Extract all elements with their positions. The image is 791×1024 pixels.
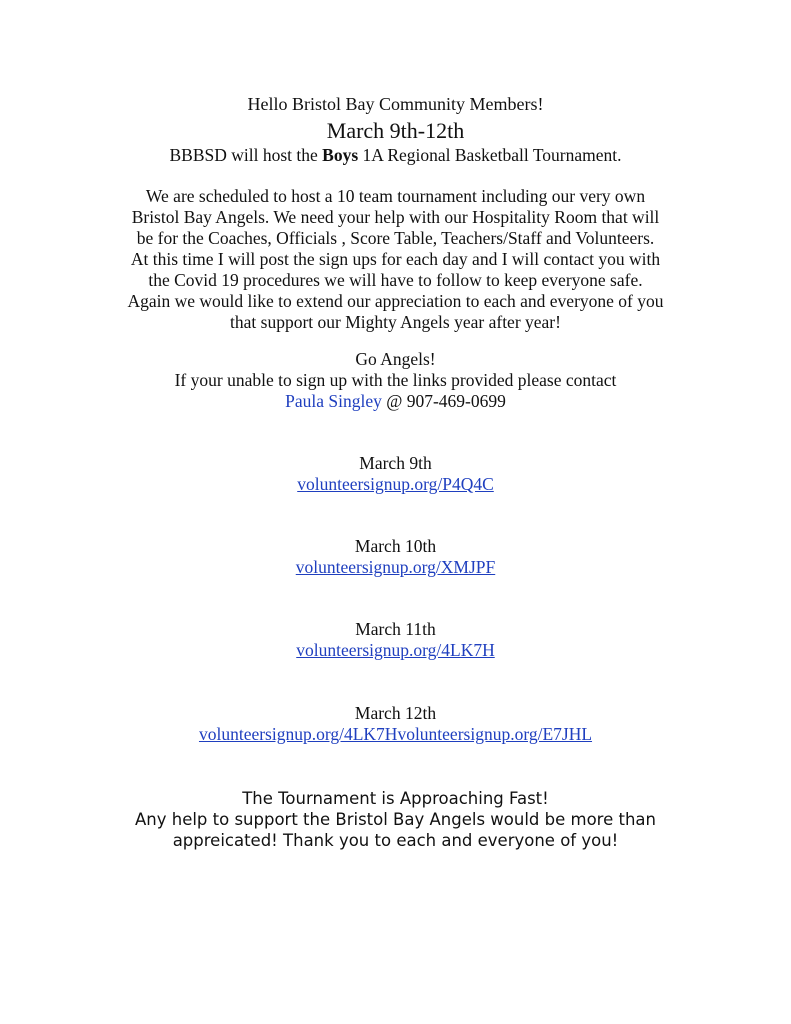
body-line-2: Bristol Bay Angels. We need your help with our Hospitality Room that will	[131, 207, 660, 227]
signup-link-row	[0, 474, 791, 495]
host-bold-word: Boys	[322, 145, 359, 165]
body-line-5: the Covid 19 procedures we will have to follow to keep everyone safe.	[148, 270, 643, 290]
signup-day-label: March 9th	[359, 453, 432, 473]
host-prefix: BBBSD will host the	[169, 145, 323, 165]
contact-phone: @ 907-469-0699	[381, 391, 506, 411]
closing-line-3: appreicated! Thank you to each and everyone of you!	[172, 831, 619, 850]
signup-link-row	[0, 724, 791, 745]
contact-line	[0, 391, 791, 412]
body-line-3: be for the Coaches, Officials , Score Table, Teachers/Staff and Volunteers.	[136, 228, 655, 248]
closing-line-1: The Tournament is Approaching Fast!	[242, 789, 549, 808]
body-line-4: At this time I will post the sign ups for each day and I will contact you with	[130, 249, 661, 269]
signup-day-label: March 10th	[354, 536, 437, 556]
greeting-heading: Hello Bristol Bay Community Members!	[247, 94, 544, 114]
contact-name: Paula Singley	[285, 391, 382, 411]
closing-line-2: Any help to support the Bristol Bay Angels would be more than	[134, 810, 656, 829]
signup-link[interactable]: volunteersignup.org/XMJPF	[295, 557, 496, 577]
signup-link-row	[0, 640, 791, 661]
signup-link[interactable]: volunteersignup.org/4LK7H	[296, 640, 495, 660]
signup-link-row	[0, 557, 791, 578]
signup-day-label: March 12th	[354, 703, 437, 723]
signup-link[interactable]: volunteersignup.org/4LK7Hvolunteersignup.org/E7JHL	[198, 724, 593, 744]
host-announcement	[0, 145, 791, 166]
body-line-7: that support our Mighty Angels year after year!	[230, 312, 561, 332]
signup-link[interactable]: volunteersignup.org/P4Q4C	[297, 474, 494, 494]
host-suffix: 1A Regional Basketball Tournament.	[358, 145, 622, 165]
body-line-6: Again we would like to extend our appreciation to each and everyone of you	[127, 291, 664, 311]
body-line-1: We are scheduled to host a 10 team tournament including our very own	[145, 186, 646, 206]
contact-instruction: If your unable to sign up with the links provided please contact	[174, 370, 617, 390]
go-angels-text: Go Angels!	[355, 349, 436, 369]
signup-day-label: March 11th	[355, 619, 436, 639]
tournament-dates-heading: March 9th-12th	[326, 118, 465, 143]
